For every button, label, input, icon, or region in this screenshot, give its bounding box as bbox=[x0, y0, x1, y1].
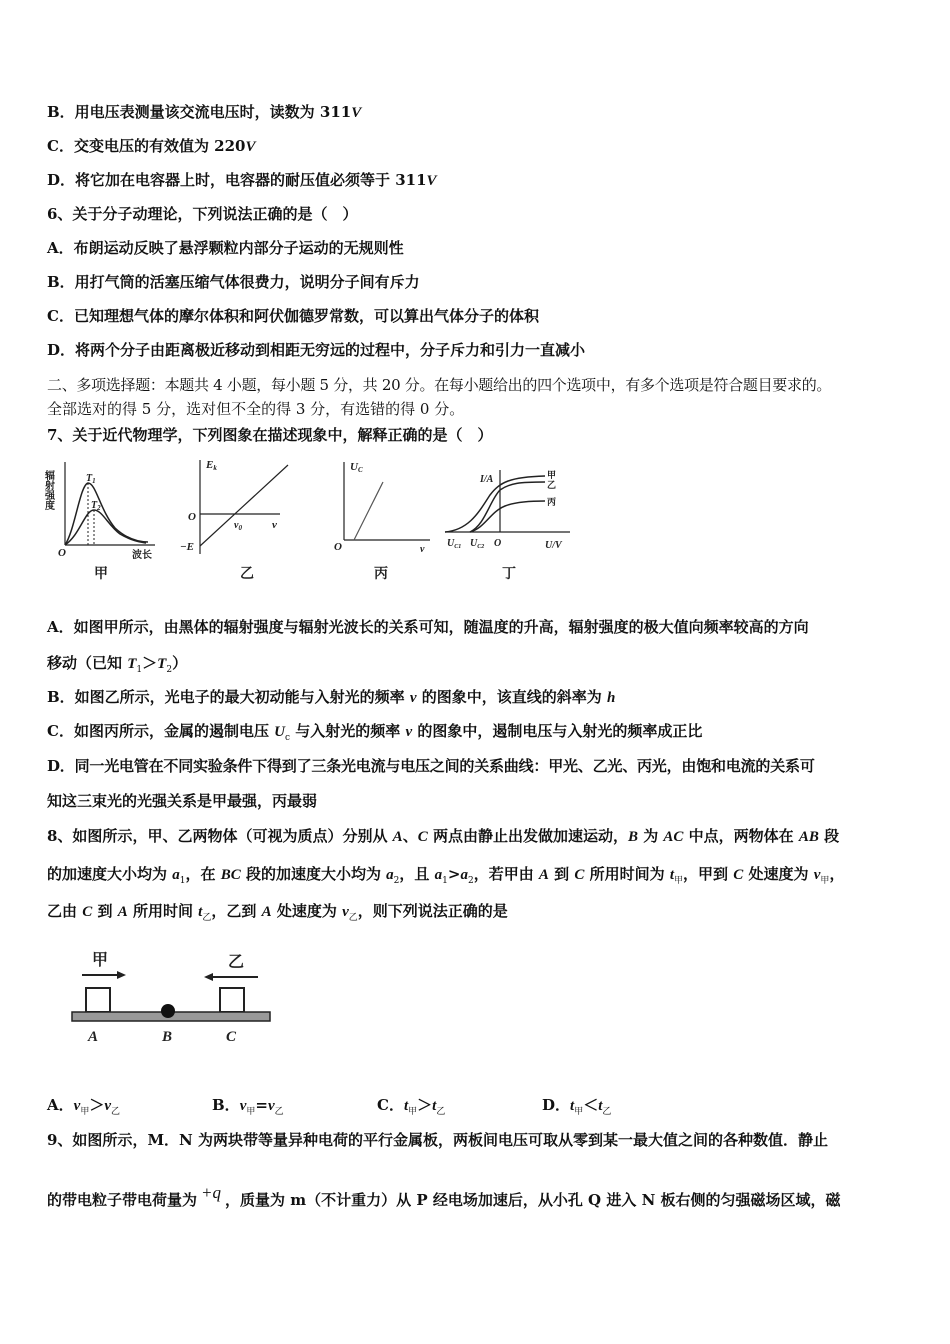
caption: 甲 bbox=[94, 566, 108, 582]
text: ， bbox=[829, 865, 845, 883]
text: t bbox=[598, 1098, 603, 1114]
text: ＞ bbox=[417, 1096, 433, 1114]
text: 所用时间为 bbox=[584, 865, 670, 883]
text: t bbox=[570, 1098, 575, 1114]
var: T bbox=[127, 656, 137, 672]
caption: 丙 bbox=[374, 566, 388, 582]
neg-e: −E bbox=[180, 541, 195, 553]
text: t bbox=[403, 1098, 409, 1114]
sub: 1 bbox=[136, 665, 143, 675]
text: v bbox=[73, 1098, 81, 1114]
point-b bbox=[161, 1004, 175, 1018]
text: ，若甲由 bbox=[473, 865, 539, 883]
variable: a bbox=[172, 867, 180, 883]
var: v bbox=[405, 724, 413, 740]
text: > bbox=[447, 865, 461, 883]
subscript: 乙 bbox=[274, 1107, 284, 1117]
q8-line-1 bbox=[47, 826, 839, 847]
block-jia bbox=[86, 988, 110, 1012]
origin: O bbox=[334, 541, 342, 553]
label-yi: 乙 bbox=[228, 954, 245, 971]
text: 到 bbox=[92, 902, 118, 920]
subscript: 甲 bbox=[820, 876, 830, 886]
xlabel: ν bbox=[272, 519, 277, 531]
curve-label: 乙 bbox=[547, 480, 557, 490]
q7-option-a-cont bbox=[47, 653, 187, 680]
variable: B bbox=[627, 829, 638, 845]
subscript: 甲 bbox=[574, 1107, 584, 1117]
var: U bbox=[274, 724, 286, 740]
text: 与入射光的频率 bbox=[290, 722, 406, 740]
q5-option-b bbox=[47, 102, 361, 123]
text: 移动（已知 bbox=[47, 654, 128, 672]
text: ＞ bbox=[89, 1096, 105, 1114]
q8-option-c[interactable] bbox=[377, 1095, 445, 1122]
variable: v bbox=[342, 904, 349, 920]
text: 两点由静止出发做加速运动， bbox=[427, 827, 628, 845]
origin: O bbox=[494, 538, 502, 549]
text: B．用电压表测量该交流电压时，读数为 311 bbox=[47, 103, 352, 121]
figure-jia bbox=[43, 462, 156, 582]
q6-option-b: B．用打气筒的活塞压缩气体很费力，说明分子间有斥力 bbox=[47, 273, 420, 291]
q6-stem: 6、关于分子动理论，下列说法正确的是（ ） bbox=[47, 205, 358, 223]
text: B．如图乙所示，光电子的最大初动能与入射光的频率 bbox=[47, 688, 410, 706]
uc2: $U_{C2}$ bbox=[470, 538, 485, 550]
q7-option-b bbox=[47, 687, 615, 708]
text: ，则下列说法正确的是 bbox=[357, 902, 508, 920]
q8-option-a[interactable] bbox=[47, 1095, 120, 1122]
unit: V bbox=[426, 173, 437, 189]
subscript: 1 bbox=[179, 876, 186, 886]
point-c-label: C bbox=[226, 1029, 237, 1045]
subscript: 乙 bbox=[602, 1107, 612, 1117]
q8-figure bbox=[70, 945, 280, 1050]
subscript: 乙 bbox=[348, 913, 358, 923]
text: ，甲到 bbox=[683, 865, 734, 883]
text: v bbox=[104, 1098, 112, 1114]
sub: c bbox=[285, 733, 291, 743]
section2-header-2: 全部选对的得 5 分，选对但不全的得 3 分，有选错的得 0 分。 bbox=[47, 400, 465, 418]
text: ，在 bbox=[185, 865, 221, 883]
variable: t bbox=[669, 867, 675, 883]
ylabel: I/A bbox=[480, 474, 494, 485]
caption: 丁 bbox=[502, 566, 516, 582]
text: 到 bbox=[548, 865, 575, 883]
text: 的加速度大小均为 bbox=[47, 865, 173, 883]
variable: v bbox=[813, 867, 821, 883]
var: v bbox=[409, 690, 417, 706]
xlabel: 波长 bbox=[132, 550, 152, 561]
q7-option-a: A．如图甲所示，由黑体的辐射强度与辐射光波长的关系可知，随温度的升高，辐射强度的极大值向频率较高的方向 bbox=[47, 618, 809, 636]
sub: 2 bbox=[166, 665, 173, 675]
ylabel: 辐射强度 bbox=[42, 470, 54, 510]
subscript: 甲 bbox=[408, 1107, 418, 1117]
q8-option-d[interactable] bbox=[542, 1095, 611, 1122]
q7-option-c bbox=[47, 721, 702, 748]
text: 、 bbox=[402, 827, 418, 845]
q5-option-d bbox=[47, 170, 437, 191]
unit: V bbox=[351, 105, 362, 121]
subscript: 乙 bbox=[111, 1107, 121, 1117]
xlabel: U/V bbox=[545, 540, 562, 551]
point-a-label: A bbox=[88, 1029, 99, 1045]
variable: a bbox=[460, 867, 468, 883]
var: h bbox=[607, 690, 616, 706]
q6-option-d: D．将两个分子由距离极近移动到相距无穷远的过程中，分子斥力和引力一直减小 bbox=[47, 341, 586, 359]
text: D．将它加在电容器上时，电容器的耐压值必须等于 311 bbox=[47, 171, 427, 189]
q7-figures bbox=[40, 450, 600, 590]
figure-bing bbox=[334, 461, 430, 582]
q9-line-2 bbox=[47, 1183, 841, 1210]
q6-option-a: A．布朗运动反映了悬浮颗粒内部分子运动的无规则性 bbox=[47, 239, 404, 257]
text: 中点，两物体在 bbox=[683, 827, 799, 845]
charge: +q bbox=[201, 1183, 221, 1202]
variable: BC bbox=[220, 867, 241, 883]
text: C．交变电压的有效值为 220 bbox=[47, 137, 246, 155]
variable: A bbox=[538, 867, 549, 883]
q9-line-1: 9、如图所示，M．N 为两块带等量异种电荷的平行金属板，两板间电压可取从零到某一最大值之间的各种数值．静止 bbox=[47, 1131, 828, 1149]
text: ，且 bbox=[399, 865, 435, 883]
variable: AC bbox=[663, 829, 684, 845]
q8-line-3 bbox=[47, 901, 508, 928]
ylabel: UC bbox=[350, 461, 363, 474]
text: D． bbox=[542, 1096, 571, 1114]
text: t bbox=[432, 1098, 437, 1114]
subscript: 甲 bbox=[674, 876, 684, 886]
text: ） bbox=[172, 654, 188, 672]
section2-header: 二、多项选择题：本题共 4 小题，每小题 5 分，共 20 分。在每小题给出的四个选项中，有多个选项是符合题目要求的。 bbox=[47, 376, 832, 394]
variable: a bbox=[434, 867, 443, 883]
text: A． bbox=[47, 1096, 74, 1114]
origin: O bbox=[188, 511, 196, 523]
text: 的图象中，该直线的斜率为 bbox=[416, 688, 608, 706]
curve-label: 丙 bbox=[547, 497, 557, 507]
caption: 乙 bbox=[240, 566, 254, 582]
text: ＜ bbox=[583, 1096, 599, 1114]
v0: $\nu_0$ bbox=[234, 520, 242, 532]
t1: $T_1$ bbox=[86, 473, 96, 485]
subscript: 1 bbox=[442, 876, 448, 886]
text: 处速度为 bbox=[271, 902, 343, 920]
text: 8、如图所示，甲、乙两物体（可视为质点）分别从 bbox=[47, 827, 393, 845]
subscript: 乙 bbox=[202, 913, 212, 923]
text: 的带电粒子带电荷量为 bbox=[47, 1191, 198, 1209]
figure-ding bbox=[445, 470, 570, 582]
subscript: 甲 bbox=[80, 1107, 90, 1117]
variable: t bbox=[198, 904, 203, 920]
t2: $T_2$ bbox=[91, 500, 101, 512]
variable: C bbox=[574, 867, 585, 883]
text: 段 bbox=[818, 827, 840, 845]
variable: A bbox=[392, 829, 403, 845]
block-yi bbox=[220, 988, 244, 1012]
text: ，质量为 m（不计重力）从 P 经电场加速后，从小孔 Q 进入 N 板右侧的匀强磁场区域，磁 bbox=[225, 1191, 841, 1209]
subscript: 乙 bbox=[436, 1107, 446, 1117]
figure-yi bbox=[180, 459, 288, 582]
text: C． bbox=[377, 1096, 404, 1114]
q7-option-d: D．同一光电管在不同实验条件下得到了三条光电流与电压之间的关系曲线：甲光、乙光、丙光，由饱和电流的关系可 bbox=[47, 757, 815, 775]
text: 乙由 bbox=[47, 902, 83, 920]
text: ，乙到 bbox=[211, 902, 262, 920]
text: v bbox=[267, 1098, 275, 1114]
variable: C bbox=[82, 904, 93, 920]
text: v bbox=[239, 1098, 247, 1114]
text: 为 bbox=[637, 827, 664, 845]
text: 段的加速度大小均为 bbox=[240, 865, 387, 883]
text: = bbox=[255, 1096, 268, 1114]
variable: A bbox=[261, 904, 272, 920]
var: T bbox=[157, 656, 167, 672]
q7-stem: 7、关于近代物理学，下列图象在描述现象中，解释正确的是（ ） bbox=[47, 426, 493, 444]
variable: AB bbox=[798, 829, 819, 845]
q8-line-2 bbox=[47, 864, 844, 891]
unit: V bbox=[245, 139, 256, 155]
variable: A bbox=[117, 904, 128, 920]
subscript: 甲 bbox=[246, 1107, 256, 1117]
xlabel: ν bbox=[420, 544, 425, 555]
text: 的图象中，遏制电压与入射光的频率成正比 bbox=[412, 722, 703, 740]
ylabel: Ek bbox=[206, 459, 217, 472]
curve-label: 甲 bbox=[547, 470, 557, 480]
text: B． bbox=[212, 1096, 240, 1114]
label-jia: 甲 bbox=[92, 952, 109, 969]
text: C．如图丙所示，金属的遏制电压 bbox=[47, 722, 275, 740]
text: 所用时间 bbox=[127, 902, 199, 920]
q5-option-c bbox=[47, 136, 256, 157]
subscript: 2 bbox=[467, 876, 474, 886]
point-b-label: B bbox=[162, 1029, 173, 1045]
origin: O bbox=[58, 547, 66, 559]
subscript: 2 bbox=[393, 876, 400, 886]
variable: a bbox=[386, 867, 394, 883]
q7-option-d-cont: 知这三束光的光强关系是甲最强，丙最弱 bbox=[47, 792, 318, 810]
variable: C bbox=[733, 867, 744, 883]
uc1: $U_{C1}$ bbox=[447, 538, 462, 550]
variable: C bbox=[417, 829, 428, 845]
text: ＞ bbox=[142, 654, 158, 672]
q6-option-c: C．已知理想气体的摩尔体积和阿伏伽德罗常数，可以算出气体分子的体积 bbox=[47, 307, 539, 325]
q8-option-b[interactable] bbox=[212, 1095, 284, 1122]
text: 处速度为 bbox=[743, 865, 814, 883]
